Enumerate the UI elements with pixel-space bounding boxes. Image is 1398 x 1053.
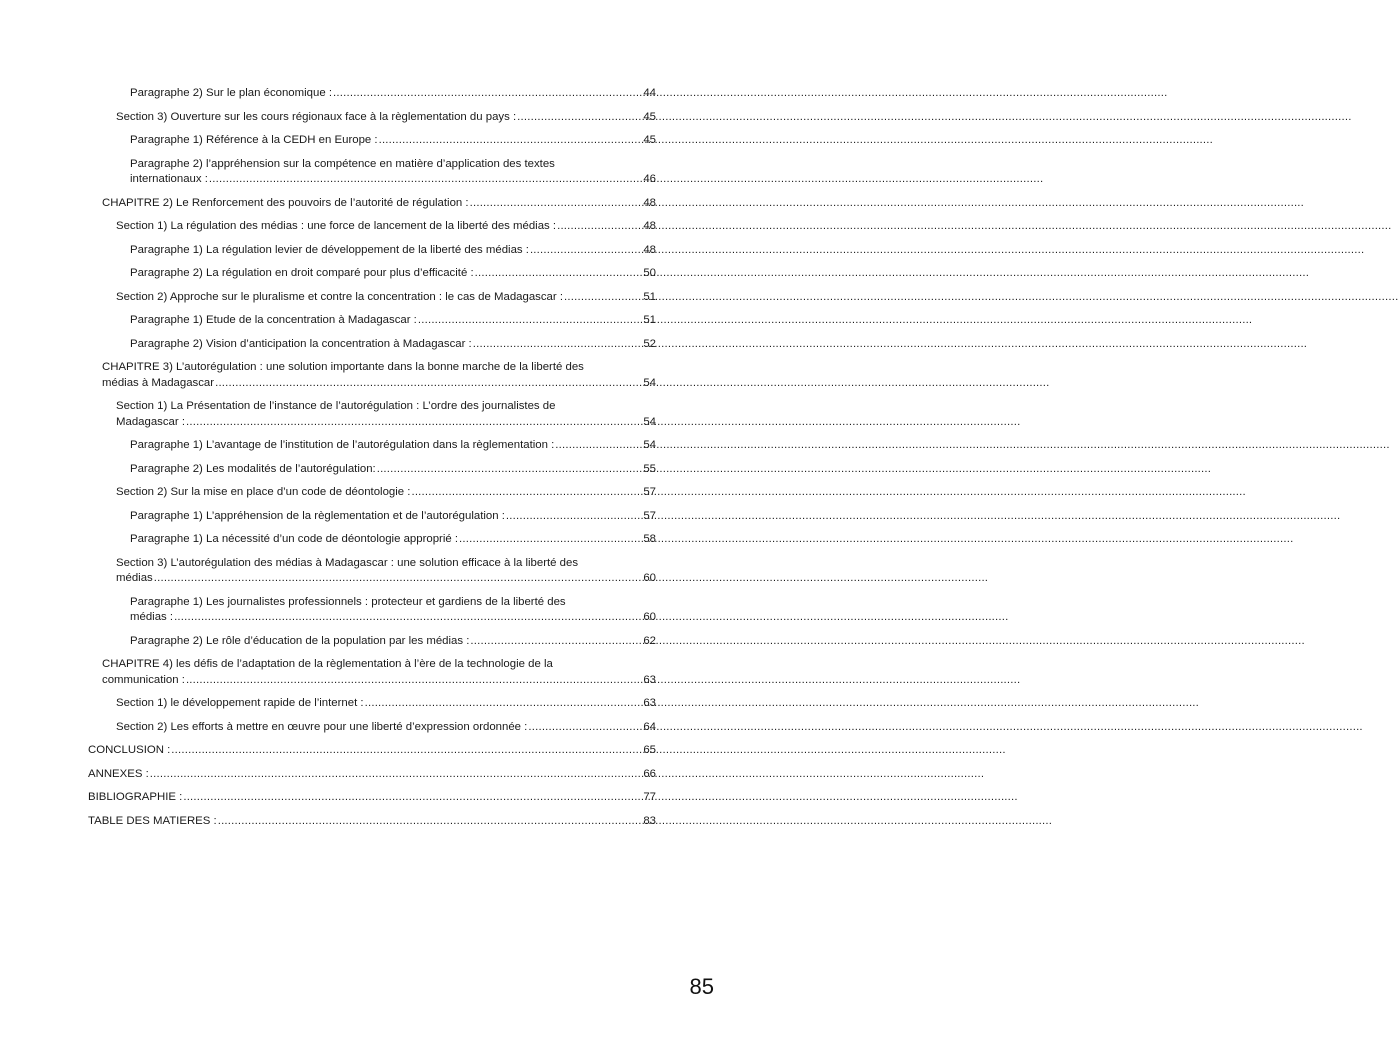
toc-entry[interactable] — [130, 313, 656, 329]
toc-entry-line — [88, 790, 656, 806]
toc-entry-line — [130, 266, 656, 282]
toc-entry-page: 57 — [643, 486, 656, 498]
toc-entry-title-line1: Section 1) La Présentation de l’instance de l’autorégulation : L’ordre des journalistes de — [116, 400, 556, 412]
toc-entry[interactable] — [130, 532, 656, 548]
dot-leader — [209, 172, 642, 188]
toc-entry-title-line1: CHAPITRE 4) les défis de l’adaptation de la règlementation à l’ère de la technologie de la — [102, 658, 553, 670]
page-number: 85 — [689, 974, 714, 999]
toc-entry-line — [130, 634, 656, 650]
toc-entry-title: CONCLUSION : — [88, 744, 171, 756]
toc-entry[interactable] — [116, 696, 656, 712]
dot-leader — [186, 415, 642, 431]
toc-entry-title: Section 2) Sur la mise en place d’un code de déontologie : — [116, 486, 411, 498]
toc-entry-title: Section 1) La régulation des médias : une force de lancement de la liberté des médias : — [116, 220, 557, 232]
dot-leader — [379, 133, 643, 149]
toc-entry-page: 50 — [643, 267, 656, 279]
toc-entry[interactable] — [130, 266, 656, 282]
dot-leader — [506, 509, 642, 525]
toc-entry-title: Section 2) Approche sur le pluralisme et contre la concentration : le cas de Madagascar : — [116, 290, 564, 303]
toc-entry-page: 65 — [643, 744, 656, 756]
toc-entry-page: 66 — [643, 767, 656, 780]
toc-entry-line — [130, 243, 656, 259]
toc-entry-title: TABLE DES MATIERES : — [88, 814, 217, 827]
dot-leader — [470, 196, 643, 212]
toc-entry-title-line1: Paragraphe 2) l’appréhension sur la compétence en matière d’application des textes — [130, 157, 555, 170]
toc-entry-line — [130, 337, 656, 353]
toc-entry-line — [116, 696, 656, 712]
toc-entry-line — [130, 438, 656, 454]
dot-leader — [154, 571, 643, 587]
toc-entry[interactable] — [130, 438, 656, 454]
toc-entry-page: 63 — [643, 673, 656, 686]
toc-entry-line — [130, 462, 656, 478]
toc-entry-line — [116, 571, 656, 587]
toc-entry-title: Paragraphe 2) La régulation en droit comparé pour plus d’efficacité : — [130, 267, 474, 279]
toc-entry[interactable] — [116, 556, 656, 587]
toc-entry-title-line1: Section 3) L’autorégulation des médias à Madagascar : une solution efficace à la liberté des — [116, 556, 579, 569]
toc-entry-title: Paragraphe 2) Sur le plan économique : — [130, 87, 332, 99]
toc-entry-page: 51 — [643, 290, 656, 303]
toc-entry-line — [116, 485, 656, 501]
dot-leader — [365, 696, 643, 712]
toc-entry-line — [130, 509, 656, 525]
toc-entry-page: 48 — [643, 243, 656, 256]
toc-entry-title: Paragraphe 1) Etude de la concentration à Madagascar : — [130, 314, 417, 326]
toc-entry[interactable] — [88, 767, 656, 783]
toc-entry-line — [102, 673, 656, 689]
dot-leader — [530, 243, 642, 259]
toc-entry-title: Section 3) Ouverture sur les cours régionaux face à la règlementation du pays : — [116, 110, 517, 123]
dot-leader — [174, 610, 642, 626]
toc-entry[interactable] — [88, 743, 656, 759]
toc-entry-line — [130, 133, 656, 149]
toc-entry-title: Section 1) le développement rapide de l’internet : — [116, 697, 364, 709]
dot-leader — [470, 634, 642, 650]
toc-entry[interactable] — [116, 219, 656, 235]
toc-entry[interactable] — [130, 509, 656, 525]
dot-leader — [557, 219, 642, 235]
toc-entry-title: Paragraphe 2) Le rôle d’éducation de la population par les médias : — [130, 634, 470, 647]
toc-entry-page: 51 — [643, 314, 656, 326]
dot-leader — [411, 485, 642, 501]
toc-entry-line — [102, 196, 656, 212]
toc-entry[interactable] — [88, 814, 656, 830]
dot-leader — [475, 266, 643, 282]
toc-entry-title: Paragraphe 1) L’avantage de l’institution de l’autorégulation dans la règlementation : — [130, 439, 555, 451]
toc-entry-title: BIBLIOGRAPHIE : — [88, 791, 183, 803]
dot-leader — [218, 814, 643, 830]
toc-entry[interactable] — [130, 595, 656, 626]
toc-entry[interactable] — [130, 337, 656, 353]
toc-entry-line — [116, 110, 656, 126]
dot-leader — [473, 337, 643, 353]
toc-entry-line — [88, 814, 656, 830]
toc-entry[interactable] — [130, 462, 656, 478]
dot-leader — [333, 86, 642, 102]
toc-entry-title: Madagascar : — [116, 415, 186, 428]
toc-entry-page: 58 — [643, 533, 656, 545]
toc-entry-title: ANNEXES : — [88, 767, 149, 780]
toc-entry-line — [130, 86, 656, 102]
toc-entry-title: Paragraphe 1) L’appréhension de la règlementation et de l’autorégulation : — [130, 509, 505, 522]
toc-entry-line — [130, 313, 656, 329]
toc-entry-title: Paragraphe 2) Les modalités de l’autorégulation: — [130, 462, 376, 475]
toc-entry[interactable] — [130, 133, 656, 149]
toc-entry-line — [130, 610, 656, 626]
dot-leader — [564, 290, 642, 306]
table-of-contents — [88, 86, 656, 837]
toc-entry-title-line1: Paragraphe 1) Les journalistes professionnels : protecteur et gardiens de la liberté des — [130, 595, 566, 608]
toc-entry-page: 48 — [643, 196, 656, 209]
dot-leader — [171, 743, 642, 759]
toc-entry[interactable] — [88, 790, 656, 806]
toc-entry-page: 54 — [643, 415, 656, 428]
toc-entry-title: internationaux : — [130, 173, 208, 185]
toc-entry[interactable] — [130, 634, 656, 650]
dot-leader — [418, 313, 642, 329]
toc-entry-line — [116, 415, 656, 431]
toc-entry-title-line1: CHAPITRE 3) L’autorégulation : une solution importante dans la bonne marche de la liberté des — [102, 361, 584, 373]
dot-leader — [215, 376, 642, 392]
toc-entry-title: Paragraphe 1) La nécessité d’un code de déontologie approprié : — [130, 533, 459, 545]
toc-entry-line — [130, 172, 656, 188]
toc-entry-title: Paragraphe 1) La régulation levier de développement de la liberté des médias : — [130, 243, 529, 256]
toc-entry[interactable] — [130, 243, 656, 259]
toc-entry-title: médias : — [130, 611, 174, 623]
dot-leader — [555, 438, 642, 454]
toc-entry-page: 60 — [643, 572, 656, 584]
toc-entry-line — [116, 290, 656, 306]
toc-entry-page: 52 — [643, 337, 656, 350]
toc-entry-line — [102, 376, 656, 392]
toc-entry-page: 57 — [643, 509, 656, 522]
toc-entry-line — [130, 532, 656, 548]
toc-entry-title: Paragraphe 2) Vision d’anticipation la concentration à Madagascar : — [130, 337, 472, 350]
toc-entry-title: Paragraphe 1) Référence à la CEDH en Europe : — [130, 134, 378, 146]
toc-entry-page: 63 — [643, 697, 656, 709]
dot-leader — [517, 110, 642, 126]
toc-entry-page: 60 — [643, 611, 656, 623]
toc-entry-page: 44 — [643, 87, 656, 99]
toc-entry-page: 54 — [643, 376, 656, 389]
toc-entry[interactable] — [102, 196, 656, 212]
toc-entry[interactable] — [116, 110, 656, 126]
toc-entry-page: 62 — [643, 634, 656, 647]
toc-entry-title: Section 2) Les efforts à mettre en œuvre pour une liberté d’expression ordonnée : — [116, 720, 528, 733]
toc-entry-title: médias à Madagascar — [102, 376, 215, 389]
toc-entry-title: médias — [116, 572, 153, 584]
toc-entry-title: communication : — [102, 673, 185, 686]
toc-entry-page: 54 — [643, 439, 656, 451]
dot-leader — [528, 720, 642, 736]
toc-entry[interactable] — [116, 720, 656, 736]
toc-entry-page: 83 — [643, 814, 656, 827]
toc-entry[interactable] — [130, 86, 656, 102]
toc-entry-page: 45 — [643, 110, 656, 123]
toc-entry-page: 64 — [643, 720, 656, 733]
toc-entry[interactable] — [102, 360, 656, 391]
dot-leader — [377, 462, 643, 478]
toc-entry-line — [88, 767, 656, 783]
toc-entry[interactable] — [116, 399, 656, 430]
toc-entry-page: 45 — [643, 134, 656, 146]
toc-entry-line — [116, 720, 656, 736]
toc-entry-line — [116, 219, 656, 235]
dot-leader — [183, 790, 642, 806]
toc-entry-line — [88, 743, 656, 759]
toc-entry-page: 48 — [643, 220, 656, 232]
toc-entry[interactable] — [130, 157, 656, 188]
toc-entry-page: 77 — [643, 791, 656, 803]
toc-entry[interactable] — [102, 657, 656, 688]
toc-entry-page: 46 — [643, 173, 656, 185]
toc-entry[interactable] — [116, 485, 656, 501]
dot-leader — [459, 532, 642, 548]
toc-entry[interactable] — [116, 290, 656, 306]
dot-leader — [150, 767, 643, 783]
toc-entry-page: 55 — [643, 462, 656, 475]
toc-entry-title: CHAPITRE 2) Le Renforcement des pouvoirs de l’autorité de régulation : — [102, 196, 469, 209]
dot-leader — [186, 673, 642, 689]
